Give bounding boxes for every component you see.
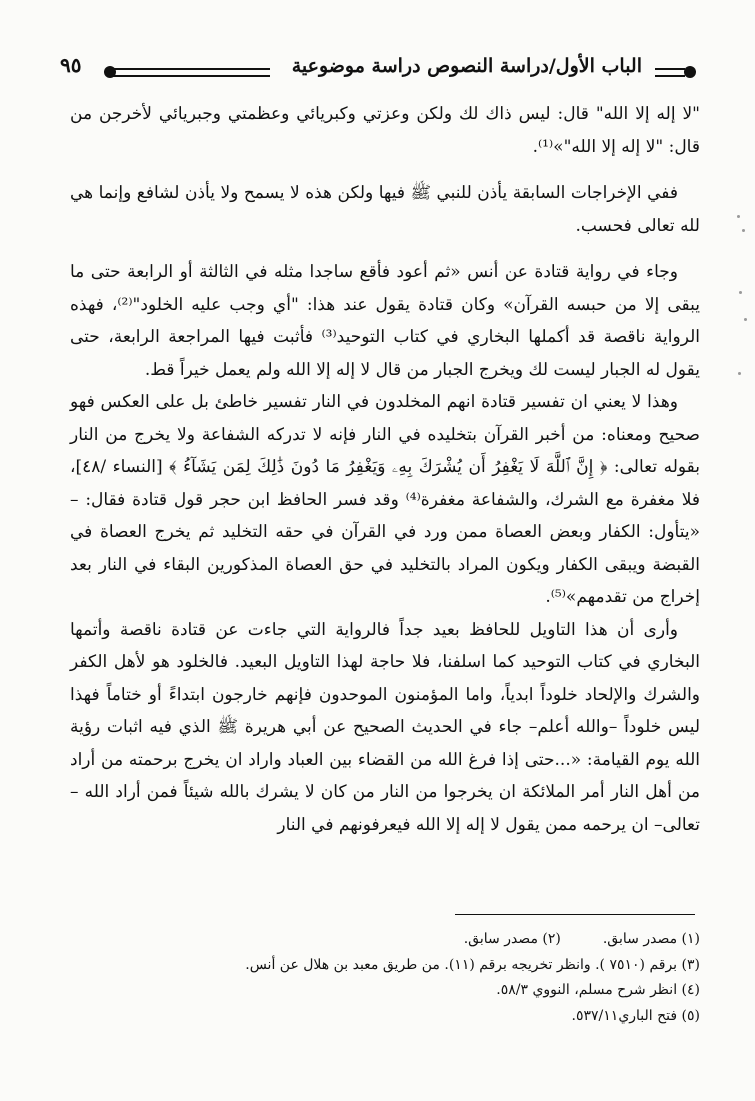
scan-speck bbox=[738, 372, 741, 375]
footnote: (٥) فتح الباري٥٣٧/١١. bbox=[571, 1007, 700, 1024]
scan-speck bbox=[742, 229, 745, 232]
chapter-title: الباب الأول/دراسة النصوص دراسة موضوعية bbox=[291, 55, 642, 77]
ornament-dot bbox=[104, 66, 116, 78]
running-header bbox=[60, 50, 700, 90]
page-number: ٩٥ bbox=[60, 53, 82, 77]
paragraph: وهذا لا يعني ان تفسير قتادة انهم المخلدون في النار تفسير خاطئ بل على العكس فهو صحيح ومعناه: من أخبر القرآن بتخليده في النار فإنه لا تدركه الشفاعة ولا يخرج من النار بقوله تعالى: ﴿ إِنَّ ٱللَّهَ لَا يَغْفِرُ أَن يُشْرَكَ بِهِۦ وَيَغْفِرُ مَا دُونَ ذَٰلِكَ لِمَن يَشَآءُ ﴾ [النساء /٤٨]، فلا مغفرة مع الشرك، والشفاعة مغفرة⁽⁴⁾ وقد فسر الحافظ ابن حجر قول قتادة فقال: – «يتأول: الكفار وبعض العصاة ممن ورد في القرآن في حقه التخليد ثم يخرج العصاة في القبضة ويبقى الكفار ويكون المراد بالتخليد في حق العصاة المذكورين البقاء في النار بعد إخراج من تقدمهم»⁽⁵⁾. bbox=[70, 392, 700, 607]
scan-speck bbox=[737, 215, 740, 218]
footnote: (٢) مصدر سابق. bbox=[463, 931, 561, 947]
scan-speck bbox=[739, 291, 742, 294]
paragraph: ففي الإخراجات السابقة يأذن للنبي ﷺ فيها ولكن هذه لا يسمح ولا يأذن لشافع وإنما هي لله تعالى فحسب. bbox=[70, 183, 700, 236]
paragraph: وجاء في رواية قتادة عن أنس «ثم أعود فأقع ساجدا مثله في الثالثة أو الرابعة حتى ما يبقى إلا من حبسه القرآن» وكان قتادة يقول عند هذا: "أي وجب عليه الخلود"⁽²⁾، فهذه الرواية ناقصة قد أكملها البخاري في كتاب التوحيد⁽³⁾ فأثبت فيها المراجعة الرابعة، حتى يقول له الجبار ليست لك ويخرج الجبار من قال لا إله إلا الله ولم يعمل خيراً قط. bbox=[70, 262, 701, 380]
footnote-row bbox=[70, 927, 700, 953]
footnote: (١) مصدر سابق. bbox=[602, 931, 700, 947]
footnote: (٣) برقم (٧٥١٠ ). وانظر تخريجه برقم (١١). من طريق معبد بن هلال عن أنس. bbox=[245, 956, 700, 973]
paragraph: وأرى أن هذا التاويل للحافظ بعيد جداً فالرواية التي جاءت عن قتادة ناقصة وأتمها البخاري في كتاب التوحيد كما اسلفنا، فلا حاجة لهذا التاويل البعيد. فالخلود هو لأهل الكفر والشرك والإلحاد خلوداً ابدياً، واما المؤمنون الموحدون فإنهم خارجون ابتداءً أو ختاماً فهذا ليس خلوداً –والله أعلم– جاء في الحديث الصحيح عن أبي هريرة ﷺ الذي فيه اثبات رؤية الله يوم القيامة: «...حتى إذا فرغ الله من القضاء بين العباد واراد ان يخرج برحمته من أراد من أهل النار أمر الملائكة ان يخرجوا من النار من كان لا يشرك بالله شيئاً فمن أراد الله –تعالى– ان يرحمه ممن يقول لا إله إلا الله فيعرفونهم في النار bbox=[70, 619, 700, 835]
footnotes bbox=[70, 927, 700, 1029]
footnote: (٤) انظر شرح مسلم، النووي ٥٨/٣. bbox=[496, 982, 700, 998]
footnote-separator bbox=[455, 914, 695, 915]
scan-speck bbox=[744, 318, 747, 321]
main-text bbox=[70, 98, 700, 841]
paragraph: "لا إله إلا الله" قال: ليس ذاك لك ولكن وعزتي وكبريائي وعظمتي وجبريائي لأخرجن من قال: "لا إله إلا الله"»⁽¹⁾. bbox=[70, 104, 700, 157]
ornament-dot bbox=[684, 66, 696, 78]
ornament-double-rule bbox=[110, 68, 270, 77]
ornament-double-rule bbox=[655, 68, 685, 77]
